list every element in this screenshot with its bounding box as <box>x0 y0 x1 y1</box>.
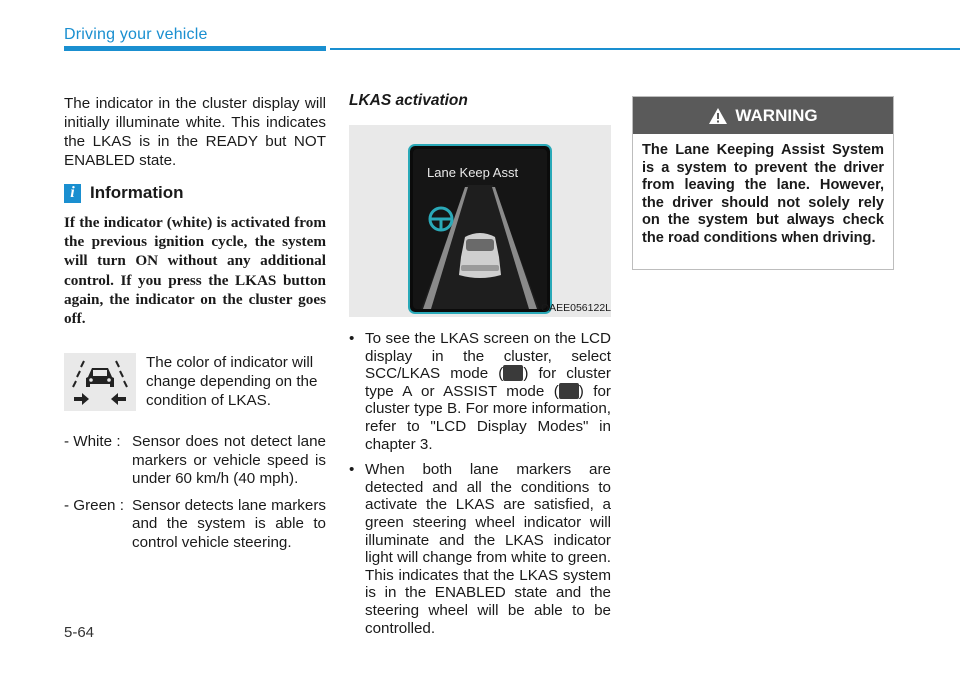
header-rule <box>330 48 960 50</box>
indicator-states-list <box>64 433 326 552</box>
information-body: If the indicator (white) is activated from the previous ignition cycle, the system will turn ON without any additional control. If you press the LKAS button again, the indicator on the cluster goes off. <box>64 214 326 328</box>
warning-title: WARNING <box>735 105 818 125</box>
list-item <box>64 497 326 553</box>
lkas-screen-figure <box>349 125 611 317</box>
lcd-screen-title: Lane Keep Asst <box>427 165 519 180</box>
header-section-title: Driving your vehicle <box>64 26 208 43</box>
warning-body: The Lane Keeping Assist System is a system to prevent the driver from leaving the lane. However, the driver should not solely rely on the system but always check the road conditions when driving. <box>642 142 884 246</box>
info-icon: i <box>64 184 81 203</box>
bullet-dot: • <box>349 330 355 347</box>
state-label-white: - White : <box>64 433 121 451</box>
lcd-mode-icon <box>559 383 579 399</box>
activation-bullets <box>349 330 611 637</box>
list-item <box>349 330 611 453</box>
state-text-white: Sensor does not detect lane markers or vehicle speed is under 60 km/h (40 mph). <box>132 433 326 488</box>
header-bar <box>64 46 326 51</box>
figure-code: OAEE056122L <box>540 302 611 314</box>
lkas-indicator-icon <box>64 353 136 411</box>
bullet-text: When both lane markers are detected and all the conditions to activate the LKAS are satisfied, a green steering wheel indicator will illuminate and the LKAS indicator light will change from white to green. This indicates that the LKAS system is in the ENABLED state and the steering wheel will be able to be controlled. <box>365 461 611 637</box>
bullet-dot: • <box>349 461 355 479</box>
indicator-description: The color of indicator will change depending on the condition of LKAS. <box>146 354 318 410</box>
information-title: Information <box>90 183 184 202</box>
list-item <box>64 433 326 489</box>
lcd-mode-icon <box>503 365 523 381</box>
left-column <box>64 94 326 560</box>
indicator-row <box>64 353 326 411</box>
warning-box <box>632 96 894 270</box>
bullet-text: To see the LKAS screen on the LCD display in the cluster, select SCC/LKAS mode ( ) for cluster type A or ASSIST mode ( ) for cluster type B. For more information, refer to "LCD Display Modes" in chapter 3. <box>365 330 611 453</box>
page-number: 5-64 <box>64 624 95 641</box>
intro-paragraph: The indicator in the cluster display will initially illuminate white. This indicates the LKAS is in the READY but NOT ENABLED state. <box>64 95 326 169</box>
warning-header <box>633 97 893 134</box>
state-text-green: Sensor detects lane markers and the system is able to control vehicle steering. <box>132 496 326 551</box>
middle-column <box>349 92 611 645</box>
warning-triangle-icon <box>708 107 728 125</box>
list-item <box>349 461 611 637</box>
state-label-green: - Green : <box>64 496 124 514</box>
information-heading <box>64 183 326 203</box>
section-title: LKAS activation <box>349 92 468 109</box>
